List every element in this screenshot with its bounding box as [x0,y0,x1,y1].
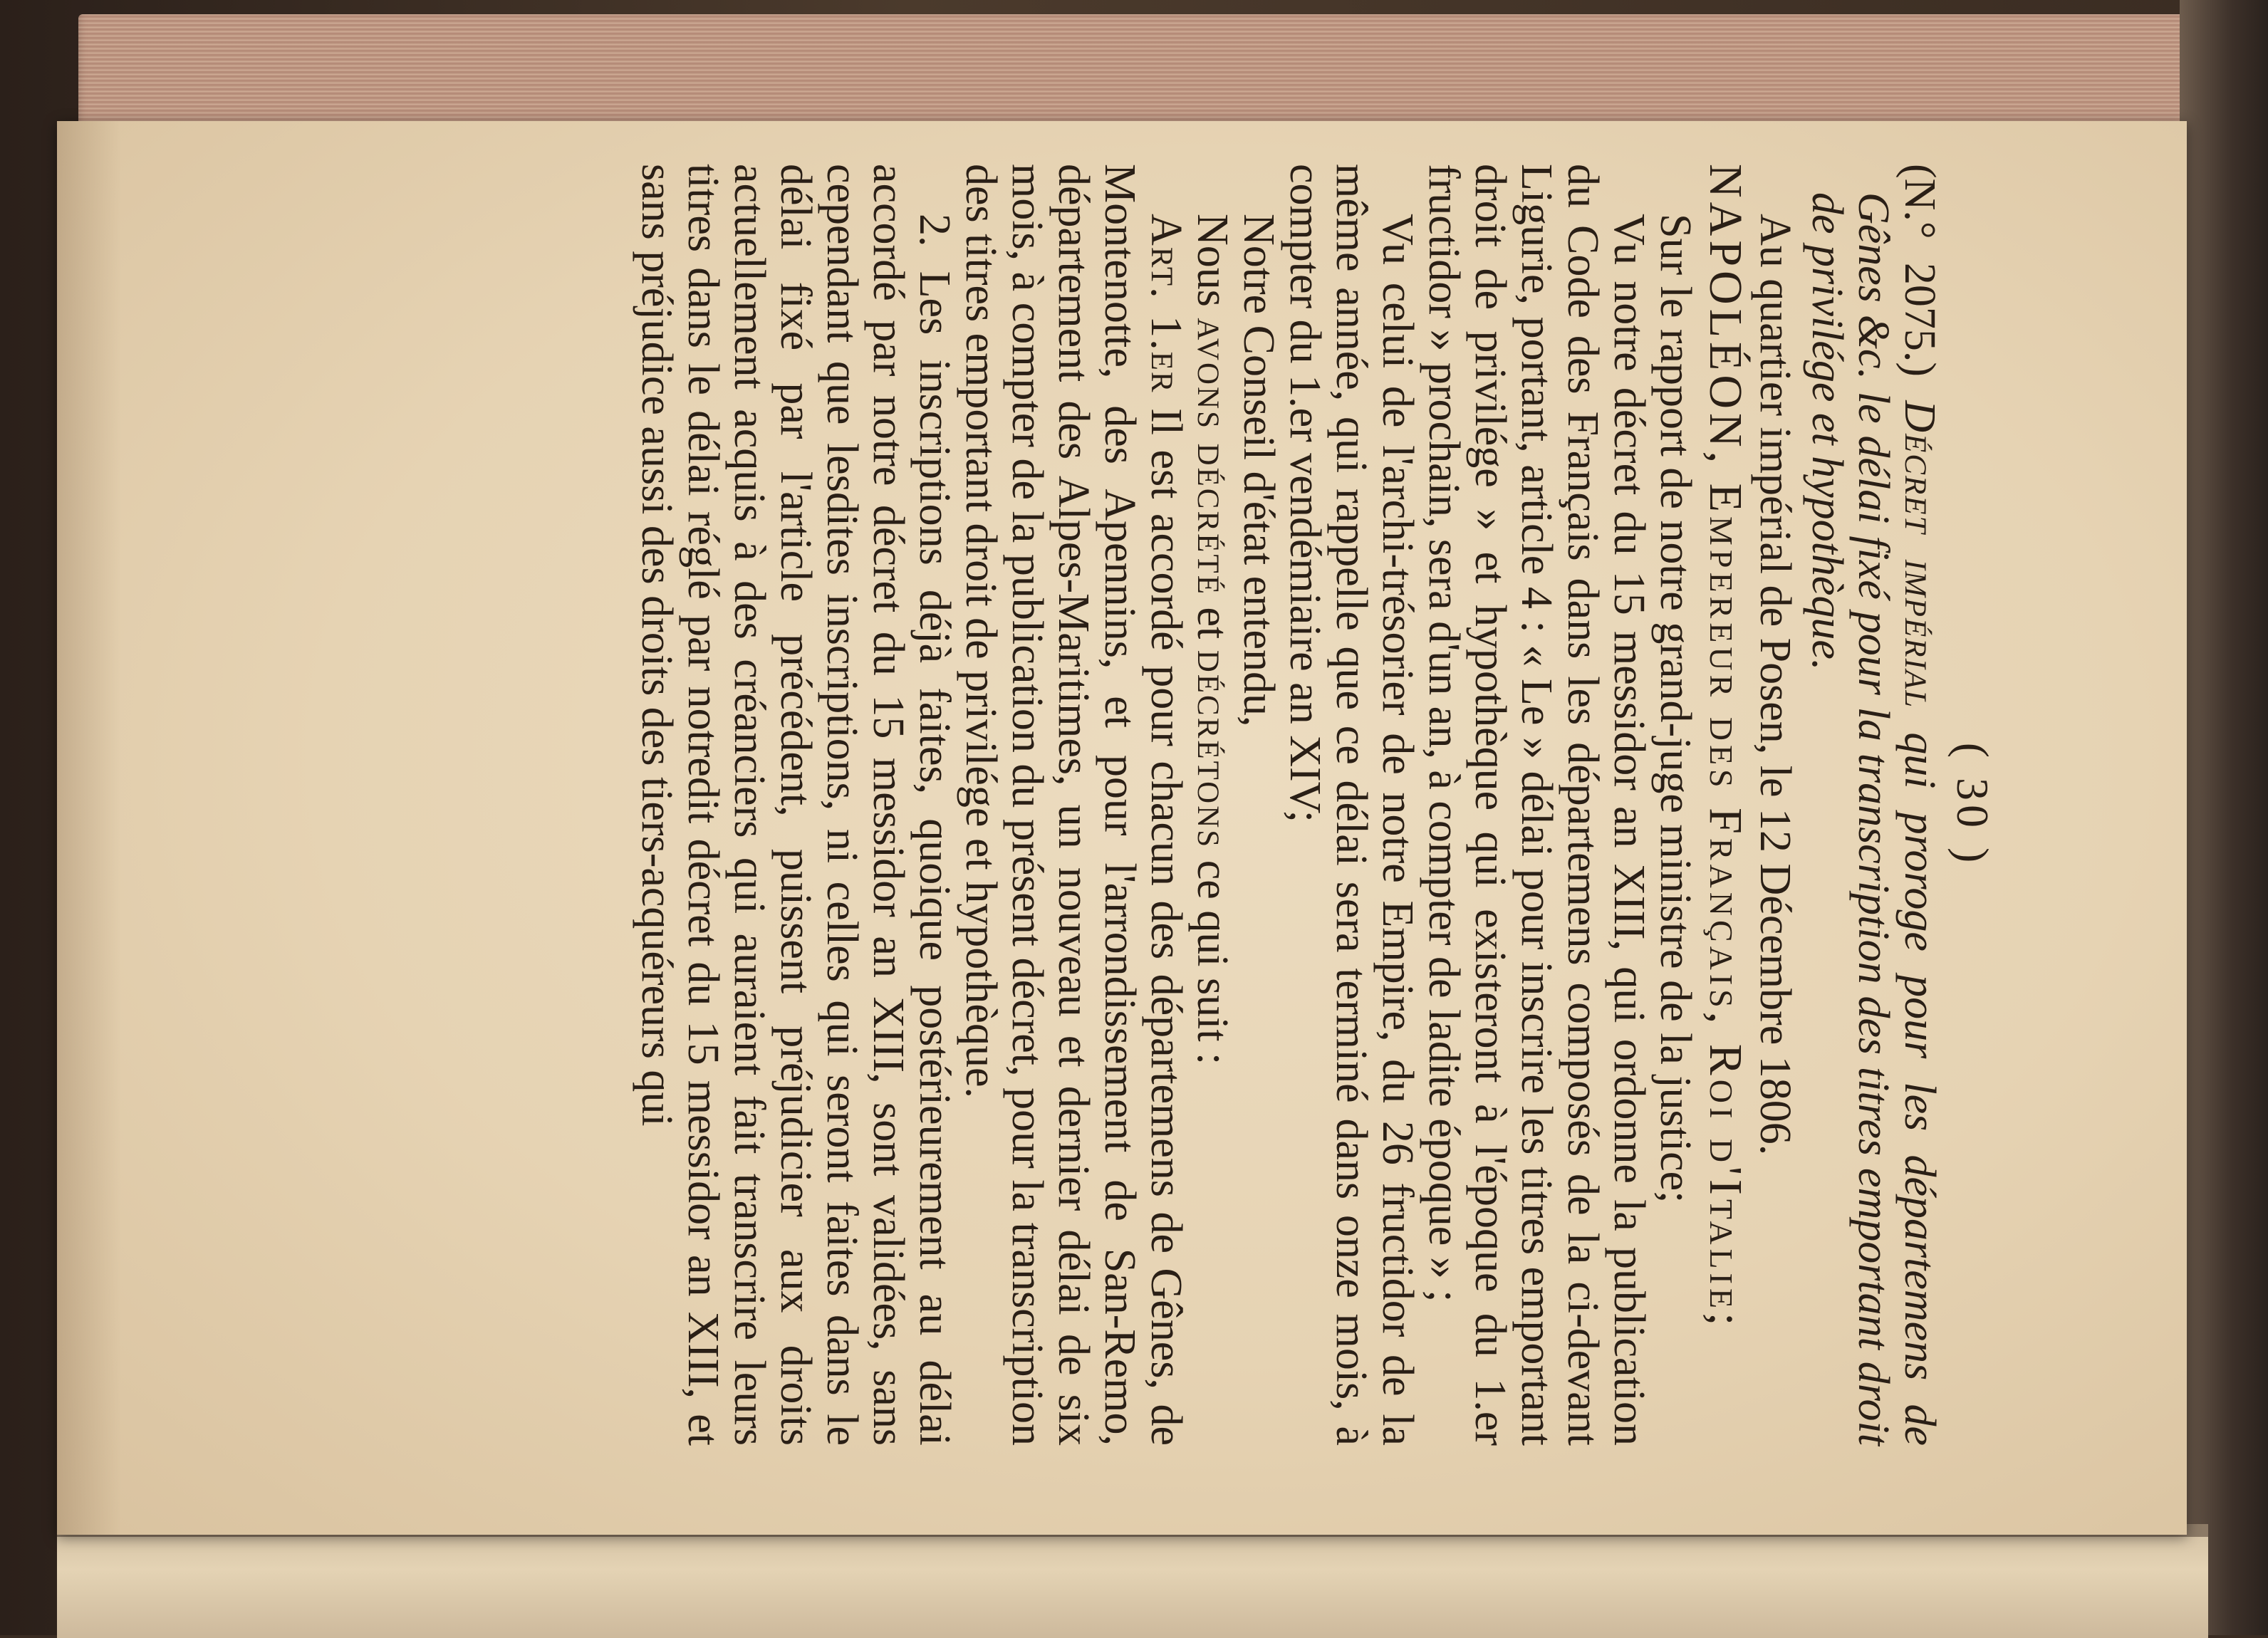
council-line: Notre Conseil d'état entendu, [1234,214,1283,727]
enacting-suffix: ce qui suit : [1188,860,1237,1065]
enacting-clause [1189,164,1235,1446]
place-date: Au quartier impérial de Posen, le 12 Décembre 1806. [1751,214,1799,1156]
article-1 [957,164,1189,1446]
page-number: ( 30 ) [1947,742,1998,867]
book-page-edges-bottom [57,1524,2208,1638]
recital-first: Vu notre décret du 15 messidor an XIII, qui ordonne la publication du Code des Français dans les départemens composés de la ci-devant Ligurie, portant, article 4 : « Le » délai pour inscrire les titres emportant droit de privilége » et hypothèque qui existeront à l'époque du 1.er fructidor » prochain, sera d'un an, à compter de ladite époque » ; [1420,164,1653,1446]
article-2-text: Les inscriptions déjà faites, quoique postérieurement au délai accordé par notre décret du 15 messidor an XIII, sont validées, sans cependant que lesdites inscriptions, ni celles qui seront faites dans le délai fixé par l'article précédent, puissent préjudicier aux droits actuellement acquis à des créanciers qui auraient fait transcrire leurs titres dans le délai réglé par notredit décret du 15 messidor an XIII, et sans préjudice aussi des droits des tiers-acquéreurs qui [633,164,959,1446]
enacting-decreed: avons décrété [1188,318,1237,596]
book-page [57,121,2187,1535]
enacting-decree: décrétons [1188,650,1237,850]
book-cover-edge [2180,0,2268,1635]
decree-heading [1804,164,1942,1446]
decree-title: Décret impérial [1895,400,1944,709]
article-2 [633,164,957,1446]
recital-second: Vu celui de l'archi-trésorier de notre Empire, du 26 fructidor de la même année, qui rappelle que ce délai sera terminé dans onze mois, à compter du 1.er vendémiaire an XIV; [1281,164,1422,1446]
page-text-block [272,164,1996,1446]
article-2-label: 2. [910,214,959,247]
decree-number: (N.° 2075.) [1895,164,1944,377]
article-1-text: Il est accordé pour chacun des départemens de Gênes, de Montenotte, des Apennins, et pour l'arrondissement de San-Remo, département des Alpes-Maritimes, un nouveau et dernier délai de six mois, à compter de la publication du présent décret, pour la transcription des titres emportant droit de privilége et hypothèque. [957,164,1190,1446]
enacting-prefix: Nous [1188,214,1237,307]
sovereign-title: NAPOLÉON, Empereur des Français, Roi d'Italie; [1700,164,1752,1330]
decree-description: qui proroge pour les départemens de Gênes &c. le délai fixé pour la transcription des titres emportant droit de privilége et hypothèque. [1803,192,1944,1446]
article-1-label: Art. 1.er [1142,214,1190,394]
enacting-and: et [1188,607,1237,640]
report-line: Sur le rapport de notre grand-juge ministre de la justice; [1651,214,1700,1204]
